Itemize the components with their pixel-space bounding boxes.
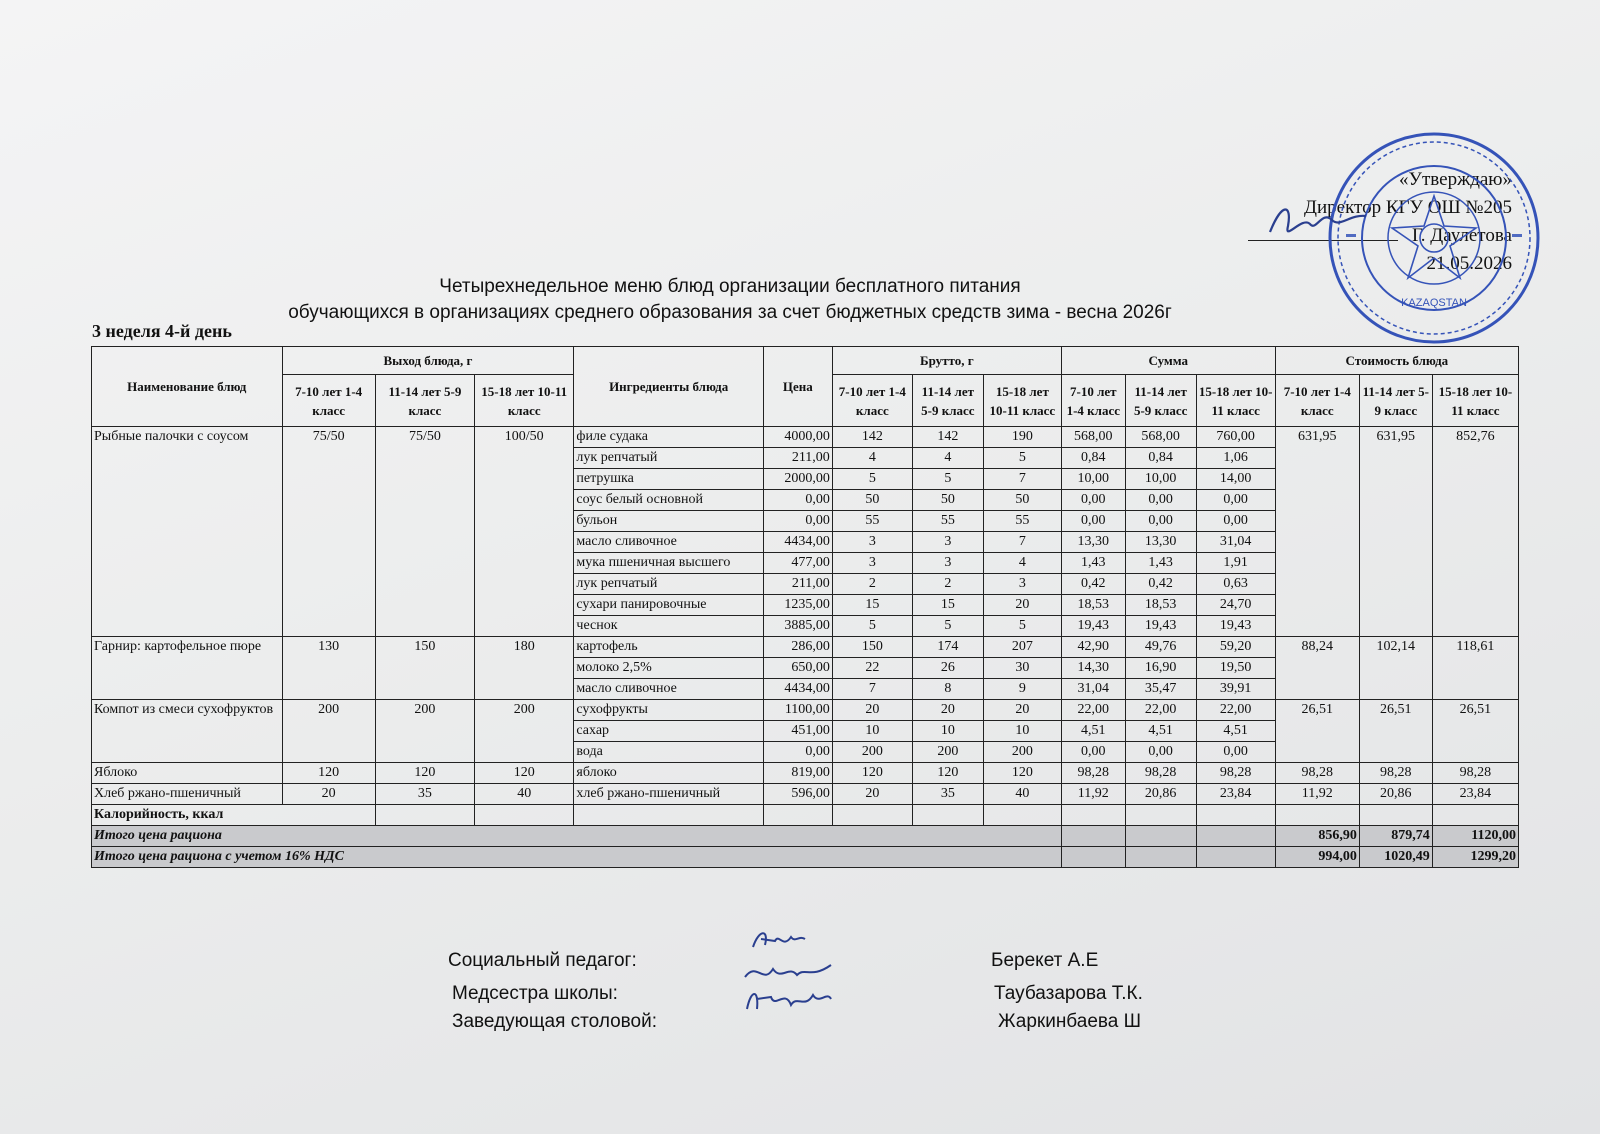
ingredient-gross: 10 [832,721,912,742]
ingredient-gross: 150 [832,637,912,658]
dish-name: Гарнир: картофельное пюре [92,637,283,700]
ingredient-gross: 50 [832,490,912,511]
ingredient-gross: 200 [912,742,983,763]
ingredient-gross: 200 [983,742,1061,763]
ingredient-sum: 11,92 [1061,784,1125,805]
ingredient-sum: 42,90 [1061,637,1125,658]
ingredient-sum: 39,91 [1196,679,1275,700]
ingredient-gross: 5 [983,616,1061,637]
ingredient-gross: 3 [983,574,1061,595]
ingredient-price: 4000,00 [763,427,832,448]
ingredient-sum: 13,30 [1125,532,1196,553]
ingredient-price: 211,00 [763,574,832,595]
dish-cost: 631,95 [1359,427,1432,637]
total-empty-cell [1125,826,1196,847]
ingredient-gross: 4 [983,553,1061,574]
ingredient-gross: 7 [983,469,1061,490]
ingredient-name: хлеб ржано-пшеничный [574,784,764,805]
ingredient-gross: 26 [912,658,983,679]
ingredient-sum: 19,43 [1125,616,1196,637]
dish-yield: 200 [475,700,574,763]
document-title: Четырехнедельное меню блюд организации бесплатного питания [439,276,1021,297]
ingredient-gross: 4 [912,448,983,469]
ingredient-name: филе судака [574,427,764,448]
total-value: 879,74 [1359,826,1432,847]
ingredient-price: 4434,00 [763,679,832,700]
ingredient-name: мука пшеничная высшего [574,553,764,574]
ingredient-sum: 59,20 [1196,637,1275,658]
header-cost-age3: 15-18 лет 10-11 класс [1432,375,1518,427]
ingredient-gross: 35 [912,784,983,805]
ingredient-name: чеснок [574,616,764,637]
table-row [92,700,1519,721]
ingredient-gross: 10 [912,721,983,742]
total-empty-cell [1196,847,1275,868]
ingredient-gross: 10 [983,721,1061,742]
ingredient-sum: 13,30 [1061,532,1125,553]
calories-cell [983,805,1061,826]
total-empty-cell [1061,826,1125,847]
dish-cost: 98,28 [1359,763,1432,784]
total-value: 856,90 [1275,826,1359,847]
ingredient-sum: 0,00 [1196,511,1275,532]
header-sum-age1: 7-10 лет 1-4 класс [1061,375,1125,427]
header-gross-age3: 15-18 лет 10-11 класс [983,375,1061,427]
ingredient-gross: 50 [912,490,983,511]
ingredient-name: масло сливочное [574,532,764,553]
header-sum-age3: 15-18 лет 10-11 класс [1196,375,1275,427]
ingredient-gross: 2 [832,574,912,595]
ingredient-sum: 4,51 [1196,721,1275,742]
ingredient-name: лук репчатый [574,448,764,469]
ingredient-name: сухофрукты [574,700,764,721]
signature-name-2: Таубазарова Т.К. [994,983,1143,1004]
total-value: 1020,49 [1359,847,1432,868]
dish-cost: 11,92 [1275,784,1359,805]
signature-role-3: Заведующая столовой: [452,1011,658,1032]
ingredient-sum: 10,00 [1125,469,1196,490]
ingredient-name: соус белый основной [574,490,764,511]
ingredient-gross: 5 [983,448,1061,469]
ingredient-price: 0,00 [763,742,832,763]
ingredient-sum: 0,84 [1125,448,1196,469]
ingredient-price: 650,00 [763,658,832,679]
ingredient-sum: 1,43 [1061,553,1125,574]
dish-cost: 118,61 [1432,637,1518,700]
header-cost: Стоимость блюда [1275,347,1518,375]
ingredient-sum: 0,00 [1061,742,1125,763]
ingredient-price: 286,00 [763,637,832,658]
ingredient-gross: 120 [912,763,983,784]
table-row [92,427,1519,448]
ingredient-price: 4434,00 [763,532,832,553]
ingredient-gross: 22 [832,658,912,679]
calories-cell [475,805,574,826]
ingredient-sum: 18,53 [1061,595,1125,616]
dish-cost: 26,51 [1275,700,1359,763]
ingredient-name: петрушка [574,469,764,490]
ingredient-gross: 142 [832,427,912,448]
ingredient-sum: 0,63 [1196,574,1275,595]
header-cost-age1: 7-10 лет 1-4 класс [1275,375,1359,427]
dish-yield: 75/50 [282,427,375,637]
ingredient-sum: 49,76 [1125,637,1196,658]
total-row [92,847,1519,868]
dish-yield: 35 [375,784,474,805]
director-signature-icon [1262,196,1372,246]
calories-cell [763,805,832,826]
calories-label: Калорийность, ккал [92,805,376,826]
ingredient-gross: 15 [912,595,983,616]
document-subtitle: обучающихся в организациях среднего образования за счет бюджетных средств зима - весна 2026г [288,302,1172,323]
ingredient-gross: 7 [983,532,1061,553]
total-value: 1299,20 [1432,847,1518,868]
ingredient-sum: 23,84 [1196,784,1275,805]
ingredient-sum: 14,30 [1061,658,1125,679]
total-label: Итого цена рациона с учетом 16% НДС [92,847,1062,868]
table-row [92,784,1519,805]
ingredient-gross: 9 [983,679,1061,700]
total-value: 994,00 [1275,847,1359,868]
signature-role-2: Медсестра школы: [452,983,618,1004]
ingredient-sum: 22,00 [1061,700,1125,721]
ingredient-name: сахар [574,721,764,742]
ingredient-sum: 568,00 [1061,427,1125,448]
ingredient-sum: 10,00 [1061,469,1125,490]
total-label: Итого цена рациона [92,826,1062,847]
ingredient-gross: 3 [832,532,912,553]
calories-cell [832,805,912,826]
ingredient-price: 211,00 [763,448,832,469]
ingredient-gross: 120 [832,763,912,784]
calories-cell [1432,805,1518,826]
menu-body [92,427,1519,868]
ingredient-name: молоко 2,5% [574,658,764,679]
header-gross-age1: 7-10 лет 1-4 класс [832,375,912,427]
ingredient-sum: 568,00 [1125,427,1196,448]
dish-cost: 102,14 [1359,637,1432,700]
dish-cost: 20,86 [1359,784,1432,805]
ingredient-name: сухари панировочные [574,595,764,616]
ingredient-price: 451,00 [763,721,832,742]
signature-name-1: Берекет А.Е [991,950,1099,971]
calories-row [92,805,1519,826]
dish-cost: 23,84 [1432,784,1518,805]
signature-name-3: Жаркинбаева Ш [998,1011,1142,1032]
ingredient-gross: 55 [912,511,983,532]
ingredient-sum: 16,90 [1125,658,1196,679]
ingredient-gross: 120 [983,763,1061,784]
dish-cost: 88,24 [1275,637,1359,700]
ingredient-gross: 142 [912,427,983,448]
ingredient-gross: 50 [983,490,1061,511]
ingredient-gross: 5 [912,469,983,490]
dish-yield: 20 [282,784,375,805]
week-day-label: 3 неделя 4-й день [92,321,232,341]
ingredient-sum: 19,50 [1196,658,1275,679]
ingredient-gross: 190 [983,427,1061,448]
ingredient-name: картофель [574,637,764,658]
ingredient-price: 819,00 [763,763,832,784]
approval-position: Директор КГУ ОШ №205 [1304,197,1512,218]
dish-name: Хлеб ржано-пшеничный [92,784,283,805]
ingredient-gross: 20 [983,700,1061,721]
dish-cost: 98,28 [1275,763,1359,784]
approval-signer: Г. Даулетова [1411,225,1512,246]
ingredient-sum: 0,42 [1125,574,1196,595]
ingredient-sum: 0,00 [1196,490,1275,511]
header-sum: Сумма [1061,347,1275,375]
ingredient-sum: 19,43 [1061,616,1125,637]
dish-yield: 120 [282,763,375,784]
table-row [92,763,1519,784]
ingredient-sum: 22,00 [1196,700,1275,721]
ingredient-sum: 0,00 [1196,742,1275,763]
total-empty-cell [1125,847,1196,868]
dish-yield: 200 [282,700,375,763]
ingredient-sum: 31,04 [1061,679,1125,700]
handwritten-signatures-icon [735,925,845,1025]
header-gross-age2: 11-14 лет 5-9 класс [912,375,983,427]
table-row [92,637,1519,658]
header-yield-age1: 7-10 лет 1-4 класс [282,375,375,427]
ingredient-sum: 0,00 [1125,742,1196,763]
calories-cell [1196,805,1275,826]
total-empty-cell [1196,826,1275,847]
ingredient-sum: 0,00 [1125,490,1196,511]
ingredient-gross: 5 [832,469,912,490]
total-empty-cell [1061,847,1125,868]
dish-yield: 150 [375,637,474,700]
ingredient-gross: 5 [912,616,983,637]
ingredient-sum: 31,04 [1196,532,1275,553]
dish-yield: 75/50 [375,427,474,637]
ingredient-sum: 1,91 [1196,553,1275,574]
total-value: 1120,00 [1432,826,1518,847]
dish-yield: 40 [475,784,574,805]
ingredient-gross: 15 [832,595,912,616]
dish-cost: 26,51 [1432,700,1518,763]
ingredient-gross: 20 [912,700,983,721]
dish-name: Рыбные палочки с соусом [92,427,283,637]
header-ingredients: Ингредиенты блюда [574,347,764,427]
dish-yield: 120 [375,763,474,784]
ingredient-sum: 0,00 [1125,511,1196,532]
ingredient-gross: 4 [832,448,912,469]
ingredient-price: 2000,00 [763,469,832,490]
header-yield: Выход блюда, г [282,347,574,375]
dish-cost: 631,95 [1275,427,1359,637]
header-yield-age2: 11-14 лет 5-9 класс [375,375,474,427]
ingredient-name: бульон [574,511,764,532]
ingredient-sum: 35,47 [1125,679,1196,700]
ingredient-sum: 1,06 [1196,448,1275,469]
ingredient-price: 1235,00 [763,595,832,616]
ingredient-sum: 20,86 [1125,784,1196,805]
ingredient-gross: 2 [912,574,983,595]
header-sum-age2: 11-14 лет 5-9 класс [1125,375,1196,427]
ingredient-sum: 0,42 [1061,574,1125,595]
dish-yield: 130 [282,637,375,700]
ingredient-name: яблоко [574,763,764,784]
ingredient-sum: 0,00 [1061,511,1125,532]
ingredient-price: 477,00 [763,553,832,574]
total-row [92,826,1519,847]
calories-cell [912,805,983,826]
ingredient-name: масло сливочное [574,679,764,700]
dish-yield: 180 [475,637,574,700]
ingredient-gross: 7 [832,679,912,700]
ingredient-gross: 5 [832,616,912,637]
ingredient-price: 596,00 [763,784,832,805]
ingredient-gross: 30 [983,658,1061,679]
header-cost-age2: 11-14 лет 5-9 класс [1359,375,1432,427]
calories-cell [1275,805,1359,826]
ingredient-sum: 0,84 [1061,448,1125,469]
ingredient-sum: 1,43 [1125,553,1196,574]
approval-date: 21.05.2026 [1426,253,1512,274]
header-price: Цена [763,347,832,427]
ingredient-gross: 207 [983,637,1061,658]
dish-yield: 120 [475,763,574,784]
header-gross: Брутто, г [832,347,1061,375]
header-dish: Наименование блюд [92,347,283,427]
ingredient-sum: 0,00 [1061,490,1125,511]
dish-cost: 26,51 [1359,700,1432,763]
approval-title: «Утверждаю» [1399,169,1512,190]
ingredient-name: вода [574,742,764,763]
signature-role-1: Социальный педагог: [448,950,637,971]
dish-yield: 200 [375,700,474,763]
ingredient-sum: 18,53 [1125,595,1196,616]
dish-cost: 852,76 [1432,427,1518,637]
ingredient-gross: 8 [912,679,983,700]
calories-cell [1061,805,1125,826]
ingredient-sum: 19,43 [1196,616,1275,637]
dish-name: Компот из смеси сухофруктов [92,700,283,763]
ingredient-gross: 20 [832,784,912,805]
ingredient-price: 0,00 [763,490,832,511]
seal-text: KAZAQSTAN [1401,297,1467,309]
ingredient-gross: 3 [912,532,983,553]
ingredient-gross: 20 [983,595,1061,616]
ingredient-sum: 760,00 [1196,427,1275,448]
ingredient-sum: 22,00 [1125,700,1196,721]
dish-name: Яблоко [92,763,283,784]
ingredient-gross: 3 [832,553,912,574]
ingredient-gross: 3 [912,553,983,574]
ingredient-sum: 24,70 [1196,595,1275,616]
header-yield-age3: 15-18 лет 10-11 класс [475,375,574,427]
calories-cell [1359,805,1432,826]
ingredient-price: 0,00 [763,511,832,532]
calories-cell [375,805,474,826]
ingredient-gross: 40 [983,784,1061,805]
ingredient-gross: 200 [832,742,912,763]
calories-cell [1125,805,1196,826]
ingredient-sum: 14,00 [1196,469,1275,490]
menu-table [91,346,1519,868]
ingredient-sum: 98,28 [1061,763,1125,784]
ingredient-sum: 98,28 [1196,763,1275,784]
ingredient-gross: 55 [832,511,912,532]
dish-yield: 100/50 [475,427,574,637]
calories-cell [574,805,764,826]
ingredient-gross: 174 [912,637,983,658]
dish-cost: 98,28 [1432,763,1518,784]
ingredient-price: 1100,00 [763,700,832,721]
ingredient-gross: 20 [832,700,912,721]
ingredient-name: лук репчатый [574,574,764,595]
ingredient-sum: 98,28 [1125,763,1196,784]
ingredient-gross: 55 [983,511,1061,532]
ingredient-sum: 4,51 [1061,721,1125,742]
ingredient-price: 3885,00 [763,616,832,637]
ingredient-sum: 4,51 [1125,721,1196,742]
